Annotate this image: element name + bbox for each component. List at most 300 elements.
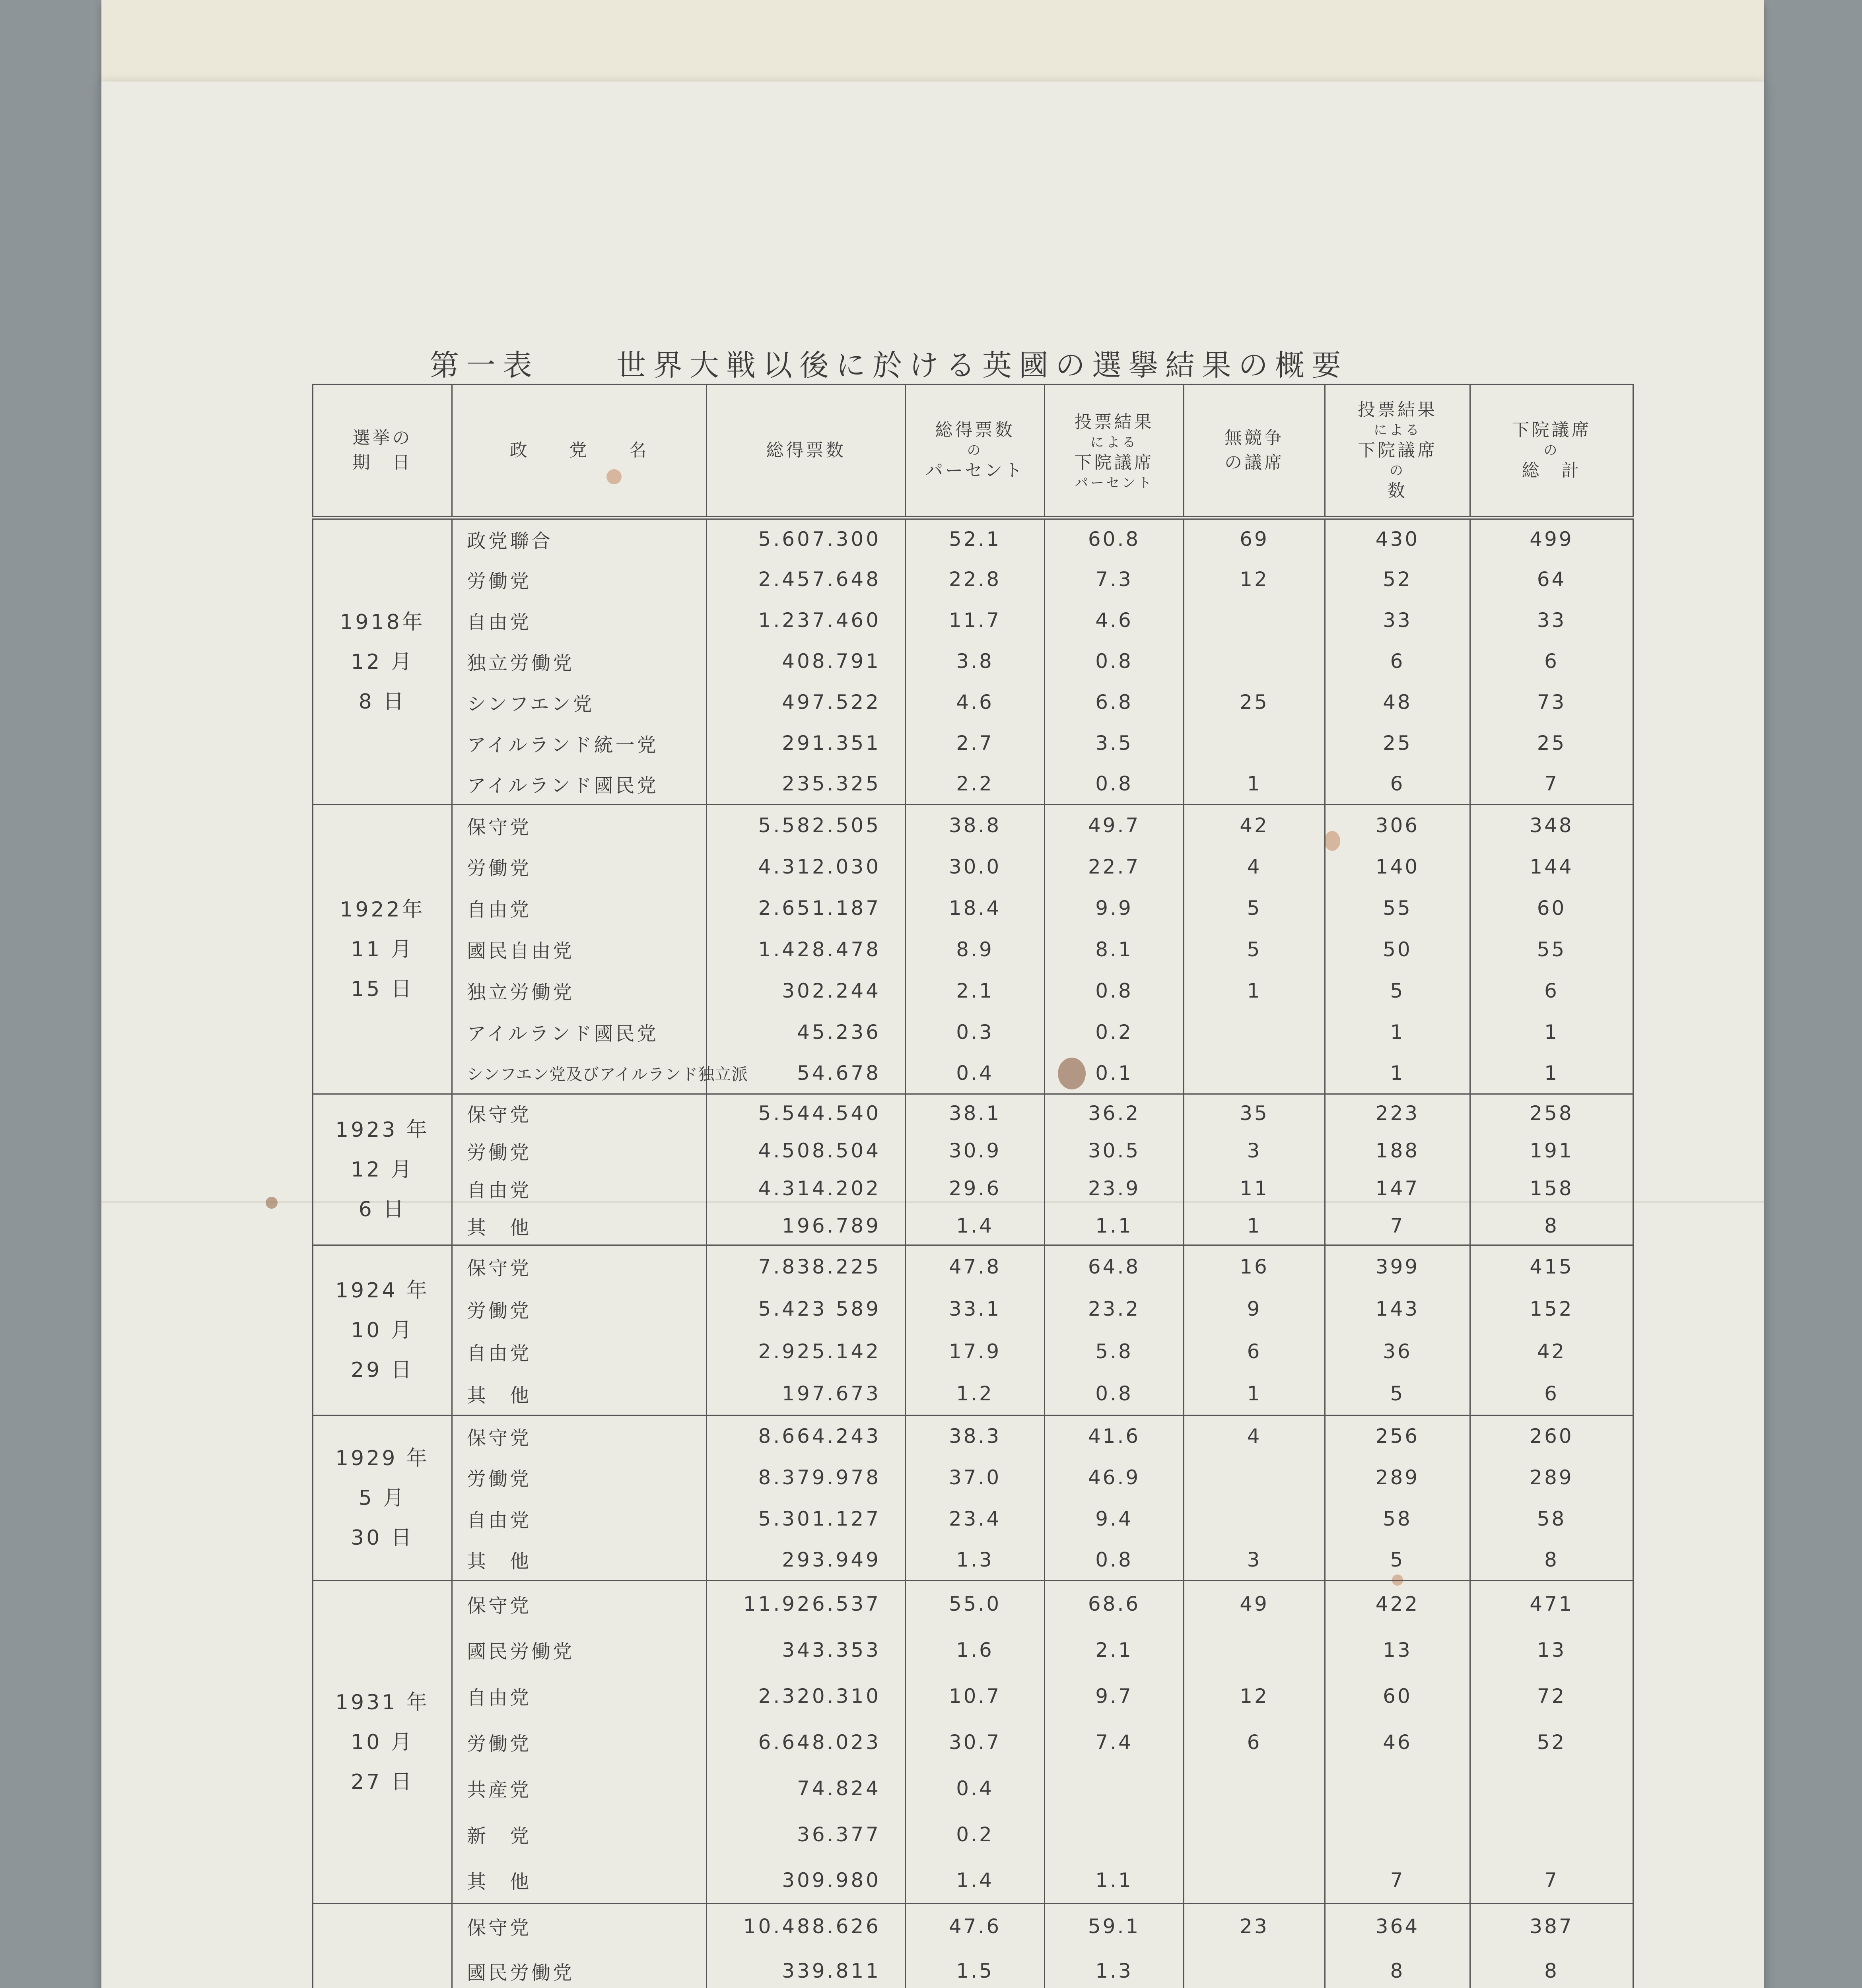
total-seats-cell: 55 [1470,929,1633,970]
table-row [313,600,1633,641]
vote-percent-cell: 0.2 [906,1811,1045,1858]
header-total-seats: 下院議席 の 総 計 [1470,384,1633,518]
election-date-part: 1923 年 [335,1118,430,1142]
total-votes-cell: 74.824 [707,1765,906,1811]
unopposed-seats-cell: 42 [1184,805,1325,846]
vote-percent-cell: 22.8 [906,559,1045,600]
seat-percent-cell: 0.8 [1045,1373,1184,1415]
total-votes-cell: 6.648.023 [707,1719,906,1765]
total-seats-cell: 144 [1470,846,1633,887]
vote-percent-cell: 4.6 [906,682,1045,723]
party-name-cell: 保守党 [452,1415,707,1457]
seats-by-vote-cell: 430 [1325,518,1470,559]
party-name-cell: 國民自由党 [452,929,707,970]
vote-percent-cell: 18.4 [906,887,1045,929]
table-row [313,1627,1633,1673]
total-votes-cell: 8.664.243 [707,1415,906,1457]
seat-percent-cell: 3.5 [1045,723,1184,764]
unopposed-seats-cell: 12 [1184,1673,1325,1719]
unopposed-seats-cell: 1 [1184,1373,1325,1415]
table-row [313,723,1633,764]
total-seats-cell: 52 [1470,1719,1633,1765]
seats-by-vote-cell: 36 [1325,1330,1470,1373]
total-seats-cell: 7 [1470,764,1633,805]
election-date [313,1094,452,1245]
party-name-cell: 自由党 [452,887,707,929]
seats-by-vote-cell: 422 [1325,1581,1470,1627]
table-row [313,1094,1633,1132]
seat-percent-cell: 60.8 [1045,518,1184,559]
total-seats-cell [1470,1811,1633,1858]
party-name-cell: 新 党 [452,1811,707,1858]
table-row [313,805,1633,846]
table-row [313,1581,1633,1627]
election-date-part: 1929 年 [335,1446,430,1470]
seat-percent-cell: 9.9 [1045,887,1184,929]
seat-percent-cell: 7.4 [1045,1719,1184,1765]
table-row [313,1011,1633,1053]
total-seats-cell: 6 [1470,641,1633,682]
seats-by-vote-cell: 52 [1325,559,1470,600]
total-seats-cell: 8 [1470,1540,1633,1581]
unopposed-seats-cell [1184,641,1325,682]
party-name-cell: 保守党 [452,805,707,846]
vote-percent-cell: 10.7 [906,1673,1045,1719]
seat-percent-cell: 46.9 [1045,1457,1184,1498]
unopposed-seats-cell [1184,1053,1325,1094]
total-votes-cell: 408.791 [707,641,906,682]
total-votes-cell: 197.673 [707,1373,906,1415]
vote-percent-cell: 1.3 [906,1540,1045,1581]
seat-percent-cell: 0.2 [1045,1011,1184,1053]
election-date-part: 1931 年 [335,1690,430,1714]
vote-percent-cell: 30.9 [906,1132,1045,1170]
seat-percent-cell: 0.8 [1045,764,1184,805]
election-date-part: 15 日 [351,977,414,1001]
seats-by-vote-cell: 8 [1325,1949,1470,1988]
total-votes-cell: 5.607.300 [707,518,906,559]
seat-percent-cell: 0.8 [1045,641,1184,682]
total-seats-cell: 58 [1470,1498,1633,1540]
table-row [313,1673,1633,1719]
vote-percent-cell: 1.4 [906,1208,1045,1245]
seats-by-vote-cell: 223 [1325,1094,1470,1132]
total-votes-cell: 2.457.648 [707,559,906,600]
table-row [313,1540,1633,1581]
unopposed-seats-cell: 49 [1184,1581,1325,1627]
total-seats-cell: 499 [1470,518,1633,559]
header-seats-by-vote: 投票結果 による 下院議席 の 数 [1325,384,1470,518]
seats-by-vote-cell [1325,1765,1470,1811]
table-row [313,641,1633,682]
unopposed-seats-cell: 5 [1184,887,1325,929]
seat-percent-cell: 9.7 [1045,1673,1184,1719]
seats-by-vote-cell: 5 [1325,1373,1470,1415]
seats-by-vote-cell: 6 [1325,764,1470,805]
vote-percent-cell: 0.4 [906,1053,1045,1094]
table-row [313,682,1633,723]
vote-percent-cell: 55.0 [906,1581,1045,1627]
vote-percent-cell: 30.0 [906,846,1045,887]
election-results-table-wrapper [312,384,1633,1988]
party-name-cell: 國民労働党 [452,1949,707,1988]
total-votes-cell: 302.244 [707,970,906,1011]
seats-by-vote-cell: 147 [1325,1170,1470,1208]
table-row [313,1208,1633,1245]
total-votes-cell: 2.320.310 [707,1673,906,1719]
total-seats-cell: 387 [1470,1904,1633,1949]
seat-percent-cell: 9.4 [1045,1498,1184,1540]
table-title [430,342,1543,390]
unopposed-seats-cell [1184,1627,1325,1673]
total-votes-cell: 5.582.505 [707,805,906,846]
party-name-cell: 自由党 [452,1170,707,1208]
vote-percent-cell: 0.4 [906,1765,1045,1811]
election-date-part: 11 月 [351,937,414,961]
vote-percent-cell: 3.8 [906,641,1045,682]
seat-percent-cell: 68.6 [1045,1581,1184,1627]
party-name-cell: 労働党 [452,846,707,887]
unopposed-seats-cell [1184,600,1325,641]
party-name-cell: 保守党 [452,1904,707,1949]
party-name-cell: 労働党 [452,1288,707,1330]
election-date-part: 10 月 [351,1730,414,1754]
vote-percent-cell: 52.1 [906,518,1045,559]
seats-by-vote-cell: 7 [1325,1208,1470,1245]
seat-percent-cell: 0.8 [1045,970,1184,1011]
total-votes-cell: 343.353 [707,1627,906,1673]
vote-percent-cell: 1.6 [906,1627,1045,1673]
total-seats-cell: 73 [1470,682,1633,723]
party-name-cell: 労働党 [452,559,707,600]
party-name-cell: 労働党 [452,1457,707,1498]
seats-by-vote-cell: 25 [1325,723,1470,764]
total-seats-cell: 415 [1470,1245,1633,1288]
party-name-cell: 其 他 [452,1858,707,1904]
total-votes-cell: 11.926.537 [707,1581,906,1627]
total-seats-cell: 25 [1470,723,1633,764]
election-date-part: 1924 年 [335,1278,430,1303]
total-votes-cell: 36.377 [707,1811,906,1858]
total-seats-cell: 13 [1470,1627,1633,1673]
total-votes-cell: 291.351 [707,723,906,764]
table-row [313,1858,1633,1904]
table-row [313,929,1633,970]
table-title-text: 世界大戦以後に於ける英國の選擧結果の概要 [616,348,1348,382]
table-row [313,1904,1633,1949]
total-votes-cell: 2.925.142 [707,1330,906,1373]
header-row [313,384,1633,518]
total-seats-cell: 6 [1470,1373,1633,1415]
election-date [313,1904,452,1988]
party-name-cell: 其 他 [452,1208,707,1245]
seats-by-vote-cell: 33 [1325,600,1470,641]
seats-by-vote-cell [1325,1811,1470,1858]
vote-percent-cell: 37.0 [906,1457,1045,1498]
election-date-part: 27 日 [351,1770,414,1794]
total-seats-cell: 471 [1470,1581,1633,1627]
seat-percent-cell: 0.1 [1045,1053,1184,1094]
seats-by-vote-cell: 1 [1325,1053,1470,1094]
seat-percent-cell: 41.6 [1045,1415,1184,1457]
party-name-cell: 保守党 [452,1094,707,1132]
table-row [313,1288,1633,1330]
vote-percent-cell: 17.9 [906,1330,1045,1373]
vote-percent-cell: 23.4 [906,1498,1045,1540]
header-votes: 総得票数 [707,384,906,518]
unopposed-seats-cell [1184,1949,1325,1988]
unopposed-seats-cell: 23 [1184,1904,1325,1949]
seat-percent-cell: 49.7 [1045,805,1184,846]
seats-by-vote-cell: 5 [1325,1540,1470,1581]
seat-percent-cell: 23.9 [1045,1170,1184,1208]
election-date-part: 29 日 [351,1358,414,1382]
party-name-cell: 独立労働党 [452,970,707,1011]
seats-by-vote-cell: 306 [1325,805,1470,846]
total-seats-cell [1470,1765,1633,1811]
table-row [313,1170,1633,1208]
seat-percent-cell: 2.1 [1045,1627,1184,1673]
election-date-part: 12 月 [351,1157,414,1182]
unopposed-seats-cell [1184,723,1325,764]
election-date-part: 5 月 [358,1486,406,1510]
election-date [313,1245,452,1415]
vote-percent-cell: 38.1 [906,1094,1045,1132]
seat-percent-cell: 64.8 [1045,1245,1184,1288]
total-votes-cell: 4.314.202 [707,1170,906,1208]
unopposed-seats-cell: 16 [1184,1245,1325,1288]
seat-percent-cell: 4.6 [1045,600,1184,641]
seats-by-vote-cell: 46 [1325,1719,1470,1765]
table-row [313,1949,1633,1988]
previous-page-edge [101,0,1764,82]
vote-percent-cell: 47.6 [906,1904,1045,1949]
table-row [313,1498,1633,1540]
election-date [313,518,452,805]
seat-percent-cell: 8.1 [1045,929,1184,970]
party-name-cell: 労働党 [452,1719,707,1765]
vote-percent-cell: 47.8 [906,1245,1045,1288]
unopposed-seats-cell: 25 [1184,682,1325,723]
unopposed-seats-cell [1184,1858,1325,1904]
election-results-table [312,384,1634,1988]
total-votes-cell: 7.838.225 [707,1245,906,1288]
total-votes-cell: 293.949 [707,1540,906,1581]
seat-percent-cell: 6.8 [1045,682,1184,723]
seat-percent-cell [1045,1765,1184,1811]
total-votes-cell: 2.651.187 [707,887,906,929]
seats-by-vote-cell: 5 [1325,970,1470,1011]
vote-percent-cell: 1.4 [906,1858,1045,1904]
seat-percent-cell: 30.5 [1045,1132,1184,1170]
party-name-cell: 自由党 [452,1498,707,1540]
total-seats-cell: 191 [1470,1132,1633,1170]
total-votes-cell: 497.522 [707,682,906,723]
table-row [313,1373,1633,1415]
total-seats-cell: 33 [1470,600,1633,641]
vote-percent-cell: 38.3 [906,1415,1045,1457]
party-name-cell: 自由党 [452,600,707,641]
total-seats-cell: 289 [1470,1457,1633,1498]
table-row [313,1765,1633,1811]
vote-percent-cell: 8.9 [906,929,1045,970]
total-seats-cell: 7 [1470,1858,1633,1904]
seats-by-vote-cell: 256 [1325,1415,1470,1457]
election-date-part: 12 月 [351,650,414,674]
total-seats-cell: 8 [1470,1949,1633,1988]
election-date-part: 6 日 [358,1197,406,1221]
seat-percent-cell: 0.8 [1045,1540,1184,1581]
unopposed-seats-cell: 1 [1184,1208,1325,1245]
unopposed-seats-cell: 11 [1184,1170,1325,1208]
party-name-cell: 保守党 [452,1245,707,1288]
table-row [313,1457,1633,1498]
table-row [313,887,1633,929]
seat-percent-cell: 7.3 [1045,559,1184,600]
seats-by-vote-cell: 55 [1325,887,1470,929]
total-votes-cell: 196.789 [707,1208,906,1245]
election-date-part: 8 日 [358,689,406,714]
total-seats-cell: 60 [1470,887,1633,929]
seats-by-vote-cell: 1 [1325,1011,1470,1053]
unopposed-seats-cell: 35 [1184,1094,1325,1132]
unopposed-seats-cell [1184,1765,1325,1811]
vote-percent-cell: 1.5 [906,1949,1045,1988]
unopposed-seats-cell: 9 [1184,1288,1325,1330]
header-vote-percent: 総得票数 の パーセント [906,384,1045,518]
total-votes-cell: 235.325 [707,764,906,805]
party-name-cell: アイルランド統一党 [452,723,707,764]
party-name-cell: 其 他 [452,1373,707,1415]
party-name-cell: 政党聯合 [452,518,707,559]
table-row [313,1330,1633,1373]
total-seats-cell: 158 [1470,1170,1633,1208]
table-row [313,1245,1633,1288]
table-number: 第一表 [430,348,539,382]
party-name-cell: 労働党 [452,1132,707,1170]
unopposed-seats-cell: 3 [1184,1540,1325,1581]
vote-percent-cell: 1.2 [906,1373,1045,1415]
total-votes-cell: 54.678 [707,1053,906,1094]
total-votes-cell: 5.301.127 [707,1498,906,1540]
total-votes-cell: 45.236 [707,1011,906,1053]
election-date-part: 1922年 [340,897,425,922]
header-unopposed-seats: 無競争 の議席 [1184,384,1325,518]
table-row [313,559,1633,600]
table-row [313,970,1633,1011]
party-name-cell: 自由党 [452,1673,707,1719]
table-row [313,764,1633,805]
unopposed-seats-cell: 3 [1184,1132,1325,1170]
party-name-cell: シンフエン党及びアイルランド独立派 [452,1053,707,1094]
vote-percent-cell: 0.3 [906,1011,1045,1053]
table-row [313,518,1633,559]
unopposed-seats-cell [1184,1457,1325,1498]
vote-percent-cell: 29.6 [906,1170,1045,1208]
party-name-cell: 自由党 [452,1330,707,1373]
election-date [313,1581,452,1904]
seat-percent-cell: 5.8 [1045,1330,1184,1373]
total-seats-cell: 348 [1470,805,1633,846]
seat-percent-cell: 1.1 [1045,1858,1184,1904]
seats-by-vote-cell: 143 [1325,1288,1470,1330]
unopposed-seats-cell: 5 [1184,929,1325,970]
unopposed-seats-cell: 1 [1184,970,1325,1011]
total-seats-cell: 258 [1470,1094,1633,1132]
party-name-cell: 保守党 [452,1581,707,1627]
election-date [313,1415,452,1581]
total-votes-cell: 4.312.030 [707,846,906,887]
unopposed-seats-cell: 12 [1184,559,1325,600]
table-row [313,1719,1633,1765]
seat-percent-cell: 1.1 [1045,1208,1184,1245]
total-seats-cell: 1 [1470,1053,1633,1094]
paper-stain [266,1197,278,1209]
total-seats-cell: 152 [1470,1288,1633,1330]
party-name-cell: 共産党 [452,1765,707,1811]
vote-percent-cell: 38.8 [906,805,1045,846]
seats-by-vote-cell: 48 [1325,682,1470,723]
header-seat-percent: 投票結果 による 下院議席 パーセント [1045,384,1184,518]
election-date-part: 30 日 [351,1526,414,1550]
total-votes-cell: 309.980 [707,1858,906,1904]
seats-by-vote-cell: 6 [1325,641,1470,682]
header-date: 選挙の 期 日 [313,384,452,518]
seats-by-vote-cell: 188 [1325,1132,1470,1170]
total-votes-cell: 4.508.504 [707,1132,906,1170]
seats-by-vote-cell: 289 [1325,1457,1470,1498]
total-votes-cell: 5.544.540 [707,1094,906,1132]
total-seats-cell: 1 [1470,1011,1633,1053]
party-name-cell: 國民労働党 [452,1627,707,1673]
unopposed-seats-cell: 6 [1184,1719,1325,1765]
total-seats-cell: 72 [1470,1673,1633,1719]
seats-by-vote-cell: 399 [1325,1245,1470,1288]
seats-by-vote-cell: 60 [1325,1673,1470,1719]
seat-percent-cell: 36.2 [1045,1094,1184,1132]
unopposed-seats-cell: 69 [1184,518,1325,559]
party-name-cell: アイルランド國民党 [452,1011,707,1053]
total-seats-cell: 42 [1470,1330,1633,1373]
total-seats-cell: 64 [1470,559,1633,600]
total-seats-cell: 260 [1470,1415,1633,1457]
seat-percent-cell [1045,1811,1184,1858]
vote-percent-cell: 2.7 [906,723,1045,764]
table-row [313,1811,1633,1858]
election-date [313,805,452,1094]
seat-percent-cell: 59.1 [1045,1904,1184,1949]
total-seats-cell: 6 [1470,970,1633,1011]
vote-percent-cell: 30.7 [906,1719,1045,1765]
unopposed-seats-cell: 1 [1184,764,1325,805]
table-header [313,384,1633,518]
seat-percent-cell: 1.3 [1045,1949,1184,1988]
unopposed-seats-cell: 6 [1184,1330,1325,1373]
election-date-part: 1918年 [340,610,425,634]
total-votes-cell: 10.488.626 [707,1904,906,1949]
total-votes-cell: 1.428.478 [707,929,906,970]
table-row [313,1132,1633,1170]
seats-by-vote-cell: 7 [1325,1858,1470,1904]
party-name-cell: シンフエン党 [452,682,707,723]
unopposed-seats-cell: 4 [1184,846,1325,887]
total-seats-cell: 8 [1470,1208,1633,1245]
total-votes-cell: 8.379.978 [707,1457,906,1498]
vote-percent-cell: 11.7 [906,600,1045,641]
party-name-cell: アイルランド國民党 [452,764,707,805]
seats-by-vote-cell: 140 [1325,846,1470,887]
seats-by-vote-cell: 364 [1325,1904,1470,1949]
